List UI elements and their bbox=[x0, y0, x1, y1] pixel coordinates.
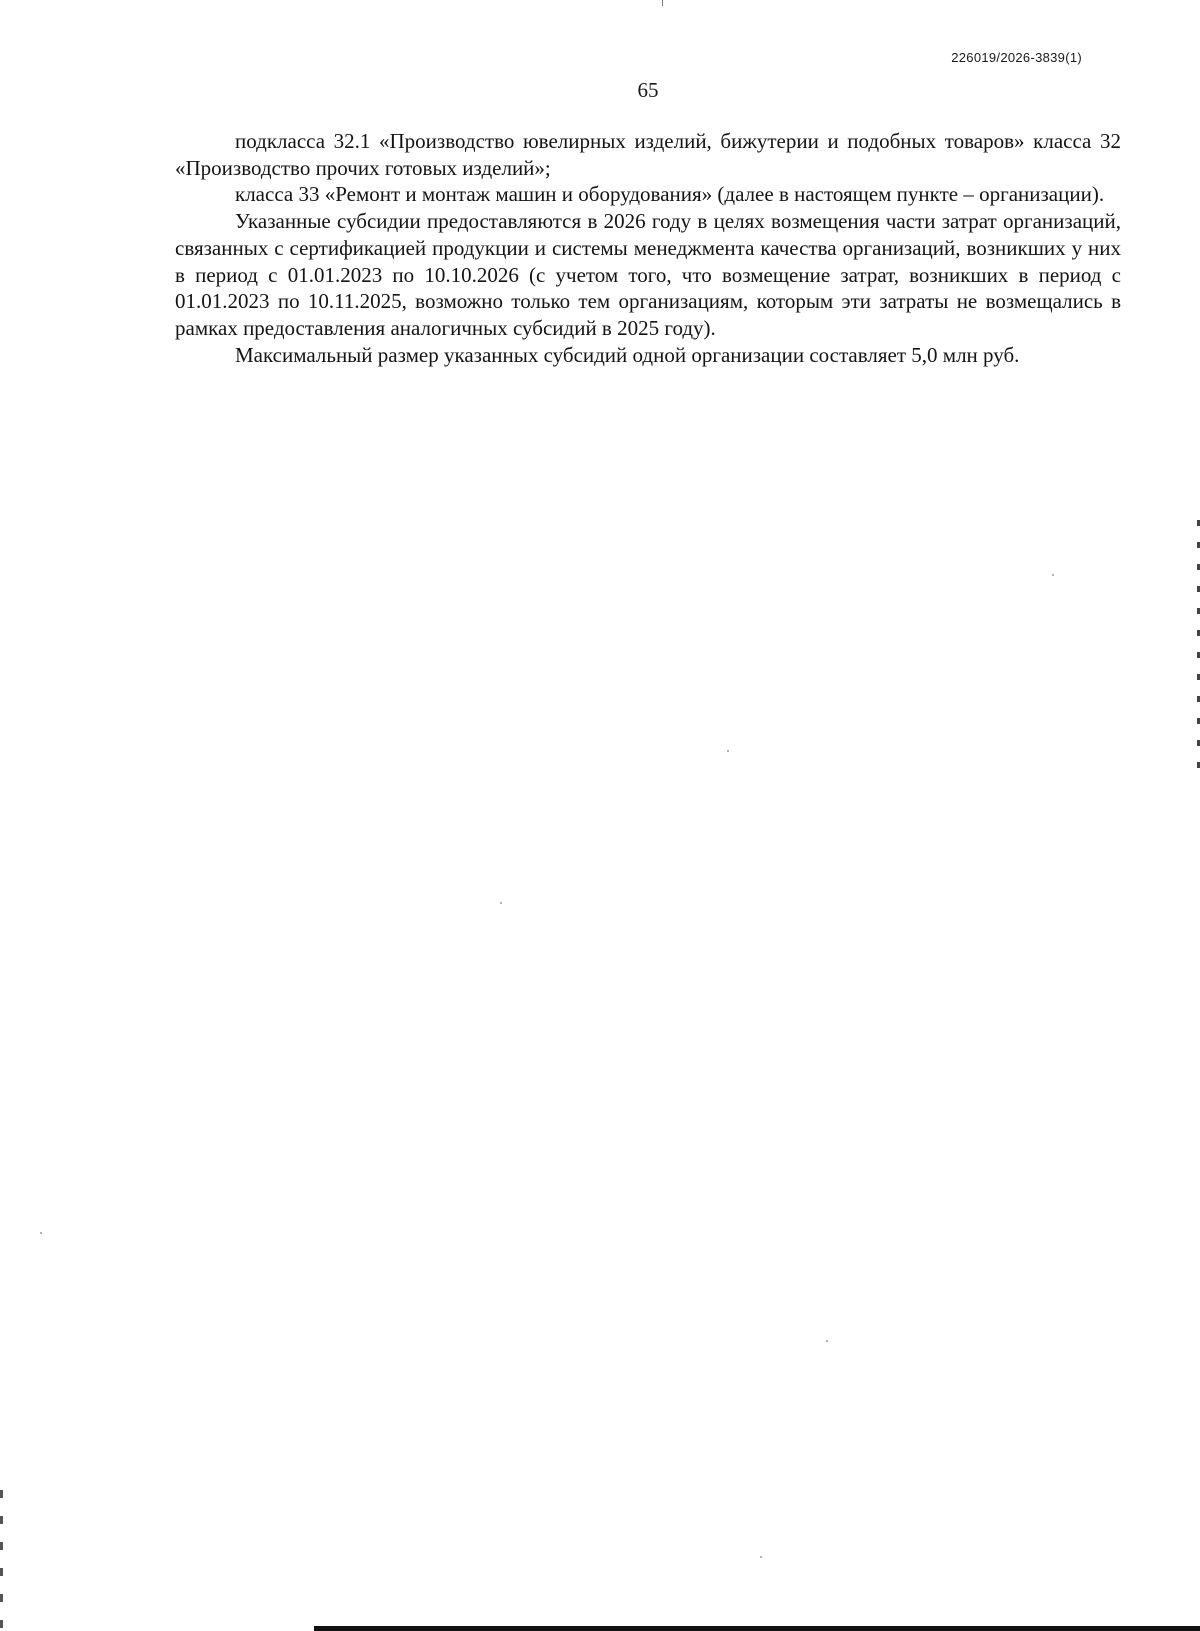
document-body bbox=[175, 128, 1121, 368]
scan-speck bbox=[500, 902, 502, 904]
document-id-stamp: 226019/2026-3839(1) bbox=[951, 50, 1082, 65]
scan-speck bbox=[40, 1232, 42, 1234]
scan-bottom-edge bbox=[314, 1626, 1200, 1631]
scan-speck bbox=[1052, 574, 1054, 576]
scan-speck bbox=[760, 1556, 762, 1558]
scan-speck bbox=[826, 1340, 828, 1342]
scan-speck bbox=[727, 750, 729, 752]
paragraph: Максимальный размер указанных субсидий одной организации составляет 5,0 млн руб. bbox=[235, 342, 1020, 367]
paragraph: класса 33 «Ремонт и монтаж машин и оборудования» (далее в настоящем пункте – организации). bbox=[235, 182, 1105, 207]
scan-edge-marks-left bbox=[0, 1490, 3, 1630]
paragraph: Указанные субсидии предоставляются в 2026 году в целях возмещения части затрат организаций, связанных с сертификацией продукции и системы менеджмента качества организаций, возникших у них в период с 01.01.2023 по 10.10.2026 (с учетом того, что возмещение затрат, возникших в период с 01.01.2023 по 10.11.2025, возможно только тем организациям, которым эти затраты не возмещались в рамках предоставления аналогичных субсидий в 2025 году). bbox=[175, 209, 1121, 340]
page-number: 65 bbox=[637, 78, 659, 102]
paragraph: подкласса 32.1 «Производство ювелирных изделий, бижутерии и подобных товаров» класса 32 «Производство прочих готовых изделий»; bbox=[175, 129, 1121, 180]
scan-edge-mark bbox=[662, 0, 663, 6]
